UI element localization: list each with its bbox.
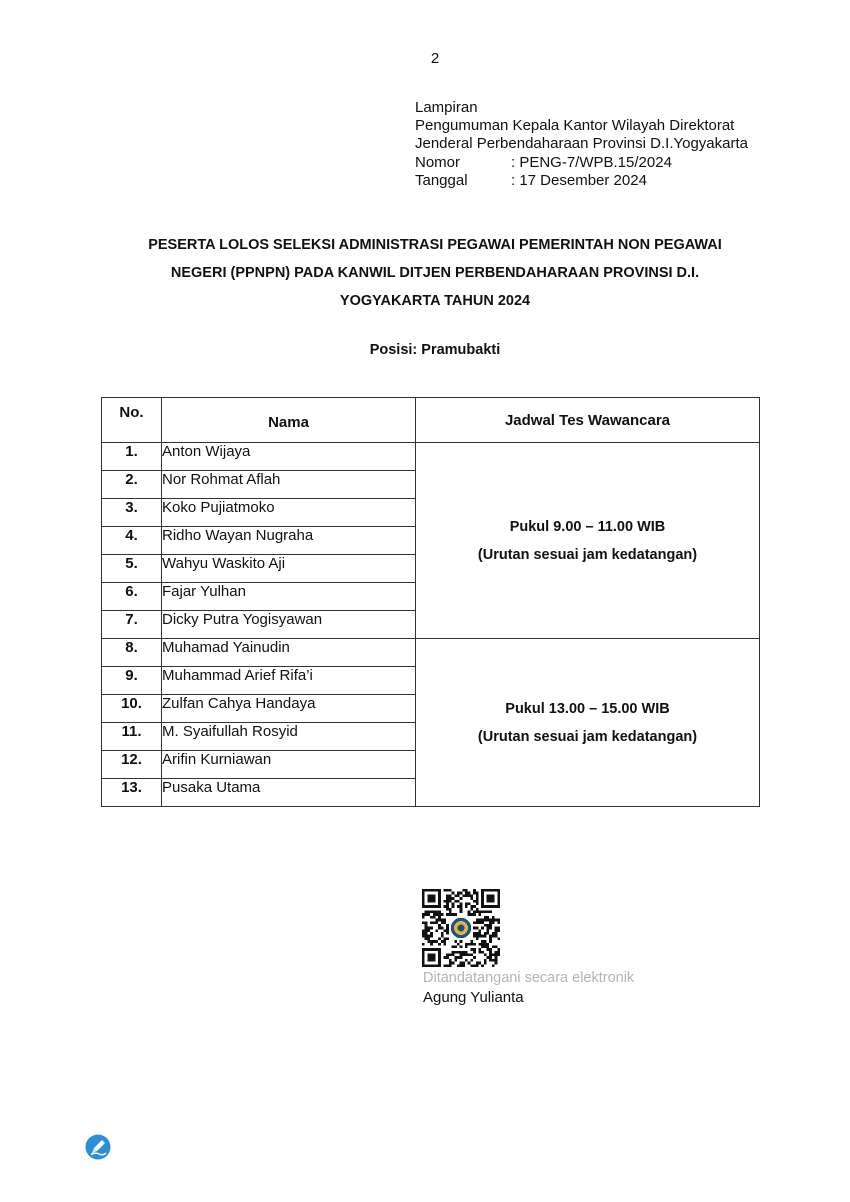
header-no: No. xyxy=(102,398,162,443)
signer-name: Agung Yulianta xyxy=(423,989,524,1006)
header-name: Nama xyxy=(162,398,416,443)
appendix-block xyxy=(415,99,748,190)
appendix-label: Lampiran xyxy=(415,99,478,116)
participant-name: Anton Wijaya xyxy=(162,443,416,471)
header-schedule: Jadwal Tes Wawancara xyxy=(416,398,760,443)
table-header-row xyxy=(102,398,760,443)
nomor-value: : PENG-7/WPB.15/2024 xyxy=(511,153,672,171)
page-number: 2 xyxy=(430,50,440,67)
tanggal-label: Tanggal xyxy=(415,171,468,189)
row-number: 12. xyxy=(102,751,162,779)
pen-badge-icon xyxy=(85,1134,111,1160)
title-line-1: PESERTA LOLOS SELEKSI ADMINISTRASI PEGAWAI PEMERINTAH NON PEGAWAI xyxy=(148,237,722,253)
slot-time: Pukul 9.00 – 11.00 WIB xyxy=(509,518,666,535)
appendix-nomor-row xyxy=(415,154,748,172)
row-number: 5. xyxy=(102,555,162,583)
slot-note: (Urutan sesuai jam kedatangan) xyxy=(477,728,698,745)
position-label: Posisi: Pramubakti xyxy=(369,342,501,358)
appendix-tanggal-row xyxy=(415,172,748,190)
participant-name: Zulfan Cahya Handaya xyxy=(162,695,416,723)
row-number: 7. xyxy=(102,611,162,639)
participants-table xyxy=(101,397,760,807)
schedule-slot-morning xyxy=(416,443,760,639)
participant-name: Wahyu Waskito Aji xyxy=(162,555,416,583)
participant-name: Muhamad Yainudin xyxy=(162,639,416,667)
title-line-2: NEGERI (PPNPN) PADA KANWIL DITJEN PERBENDAHARAAN PROVINSI D.I. xyxy=(170,265,700,281)
appendix-line-2: Jenderal Perbendaharaan Provinsi D.I.Yogyakarta xyxy=(415,135,748,153)
participant-name: Dicky Putra Yogisyawan xyxy=(162,611,416,639)
nomor-label: Nomor xyxy=(415,153,461,171)
participant-name: Nor Rohmat Aflah xyxy=(162,471,416,499)
qr-code-with-emblem-icon xyxy=(422,889,500,967)
row-number: 6. xyxy=(102,583,162,611)
row-number: 13. xyxy=(102,779,162,807)
e-signature-caption: Ditandatangani secara elektronik xyxy=(423,970,635,986)
slot-note: (Urutan sesuai jam kedatangan) xyxy=(477,546,698,563)
tanggal-value: : 17 Desember 2024 xyxy=(511,171,647,189)
row-number: 10. xyxy=(102,695,162,723)
row-number: 3. xyxy=(102,499,162,527)
row-number: 4. xyxy=(102,527,162,555)
table-row xyxy=(102,639,760,667)
row-number: 2. xyxy=(102,471,162,499)
participant-name: Pusaka Utama xyxy=(162,779,416,807)
participant-name: Ridho Wayan Nugraha xyxy=(162,527,416,555)
document-title xyxy=(100,231,770,315)
appendix-line-1: Pengumuman Kepala Kantor Wilayah Direktorat xyxy=(415,117,735,135)
schedule-slot-afternoon xyxy=(416,639,760,807)
row-number: 8. xyxy=(102,639,162,667)
participant-name: Arifin Kurniawan xyxy=(162,751,416,779)
participant-name: Koko Pujiatmoko xyxy=(162,499,416,527)
title-line-3: YOGYAKARTA TAHUN 2024 xyxy=(339,293,531,309)
table-row xyxy=(102,443,760,471)
slot-time: Pukul 13.00 – 15.00 WIB xyxy=(505,700,670,717)
participant-name: M. Syaifullah Rosyid xyxy=(162,723,416,751)
row-number: 1. xyxy=(102,443,162,471)
row-number: 9. xyxy=(102,667,162,695)
row-number: 11. xyxy=(102,723,162,751)
participant-name: Fajar Yulhan xyxy=(162,583,416,611)
participant-name: Muhammad Arief Rifa’i xyxy=(162,667,416,695)
